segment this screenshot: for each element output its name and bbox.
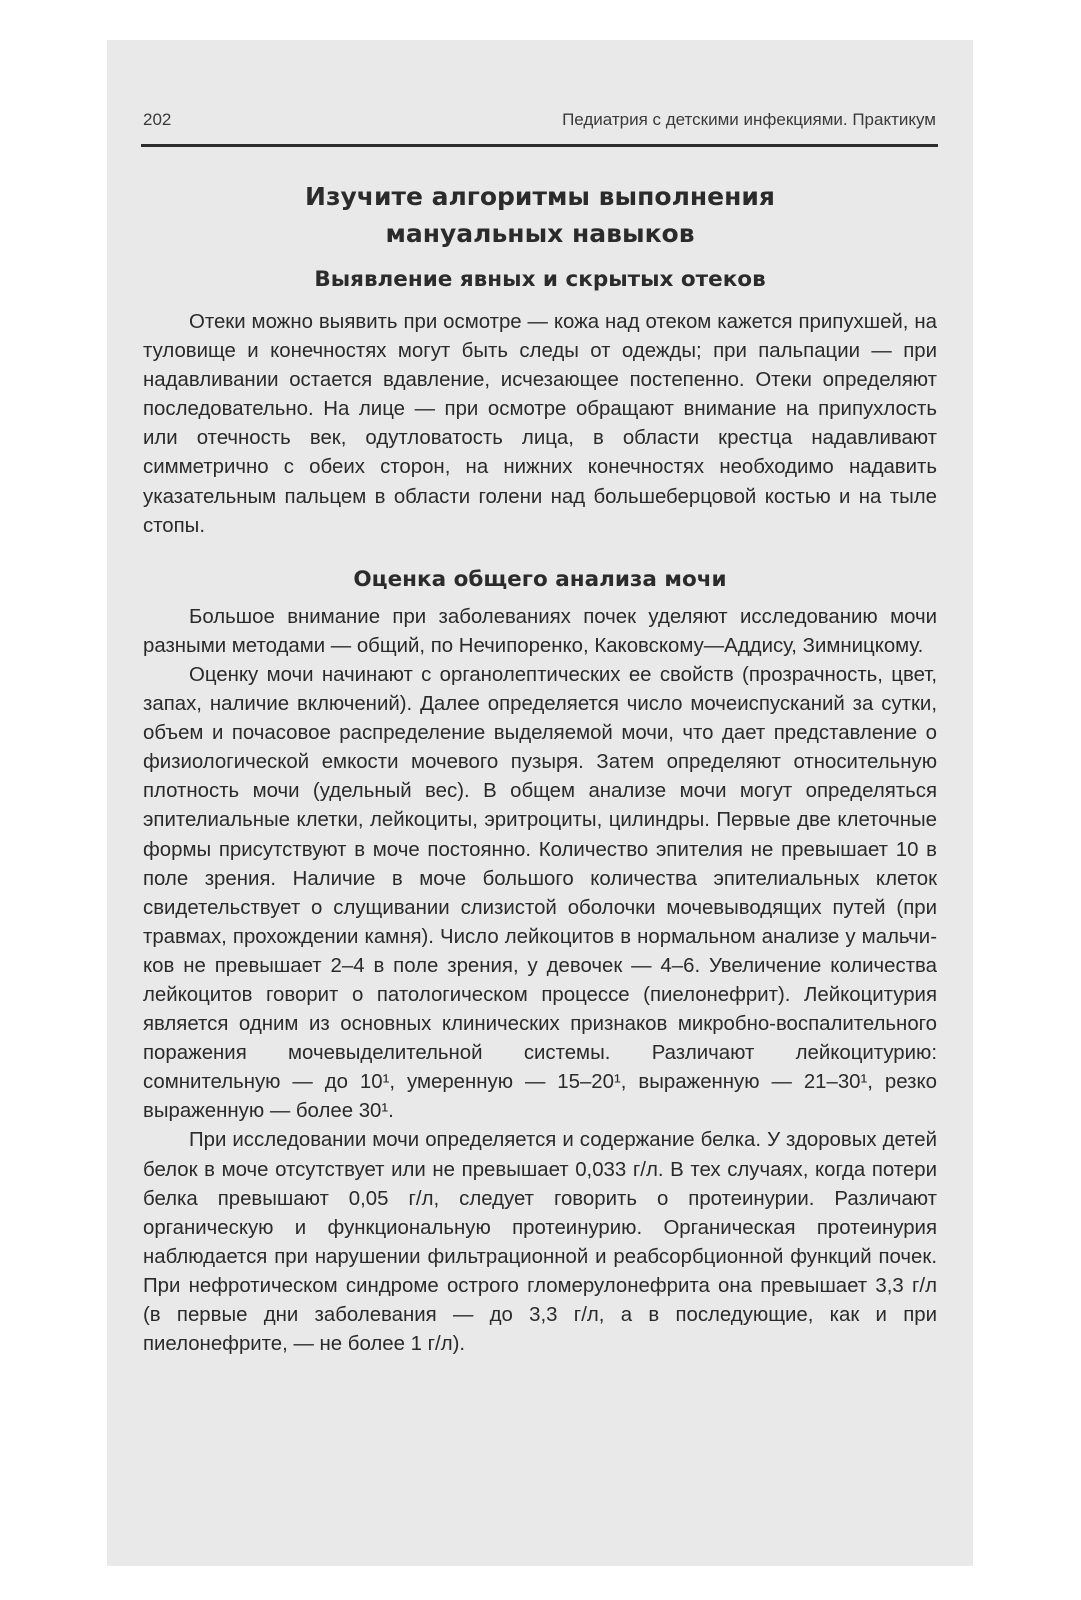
scanned-page [107, 40, 973, 1566]
section-heading-edema: Выявление явных и скрытых отеков [314, 267, 766, 292]
paragraph-urinalysis-evaluation: Оценку мочи начинают с органолептических ее свойств (прозрачность, цвет, запах, наличие включений). Далее определяется число мочеиспусканий за сутки, объем и почасовое распределение выделяемой мочи, что дает представление о физиологической емкости мочевого пузыря. Затем определяют относительную плотность мочи (удельный вес). В общем анализе мочи могут определяться эпителиальные клетки, лейкоциты, эритроциты, цилиндры. Первые две клеточные формы присутствуют в моче постоянно. Количество эпителия не превышает 10 в поле зрения. Наличие в моче большого количества эпителиальных клеток свидетельствует о слущивании слизистой оболочки мочевыводящих путей (при травмах, прохождении камня). Число лейкоцитов в нормальном анализе у мальчиков не превышает 2–4 в поле зрения, у девочек — 4–6. Увеличение количества лейкоцитов говорит о патологическом процессе (пиелонефрит). Лейкоцитурия является одним из основных клинических признаков микробно-воспалительного поражения мочевыделительной системы. Различают лейкоцитурию: сомнительную — до 10¹, умеренную — 15–20¹, выраженную — 21–30¹, резко выраженную — более 30¹. [143, 663, 937, 1123]
running-title: Педиатрия с детскими инфекциями. Практикум [562, 110, 936, 129]
page-number: 202 [143, 110, 172, 129]
paragraph-urinalysis-methods: Большое внимание при заболеваниях почек уделяют исследованию мочи разными методами — общий, по Нечипоренко, Каковскому—Аддису, Зимницкому. [143, 605, 937, 657]
main-title-line-1: Изучите алгоритмы выполнения [305, 182, 775, 211]
header-rule [141, 144, 938, 147]
paragraph-edema: Отеки можно выявить при осмотре — кожа над отеком кажется припухшей, на туловище и конечностях могут быть следы от одежды; при пальпации — при надавливании остается вдавление, исчезающее постепенно. Отеки определяют последовательно. На лице — при осмотре обращают внимание на припухлость или отечность век, одутловатость лица, в области крестца надавливают симметрично с обеих сторон, на нижних конечностях необходимо надавить указательным пальцем в области голени над большеберцовой костью и на тыле стопы. [143, 311, 937, 537]
page-header [143, 110, 936, 134]
main-title [143, 178, 937, 252]
main-title-line-2: мануальных навыков [385, 219, 695, 248]
page-content [143, 178, 937, 1359]
paragraph-urinalysis-protein: При исследовании мочи определяется и содержание белка. У здоровых детей белок в моче отсутствует или не превышает 0,033 г/л. В тех случаях, когда потери белка превышают 0,05 г/л, следует говорить о протеинурии. Различают органическую и функциональную протеинурию. Органическая протеинурия наблюдается при нарушении фильтрационной и реабсорбционной функций почек. При нефротическом синдроме острого гломерулонефрита она превышает 3,3 г/л (в первые дни заболевания — до 3,3 г/л, а в последующие, как и при пиелонефрите, — не более 1 г/л). [143, 1129, 937, 1356]
section-heading-urinalysis: Оценка общего анализа мочи [353, 566, 727, 592]
